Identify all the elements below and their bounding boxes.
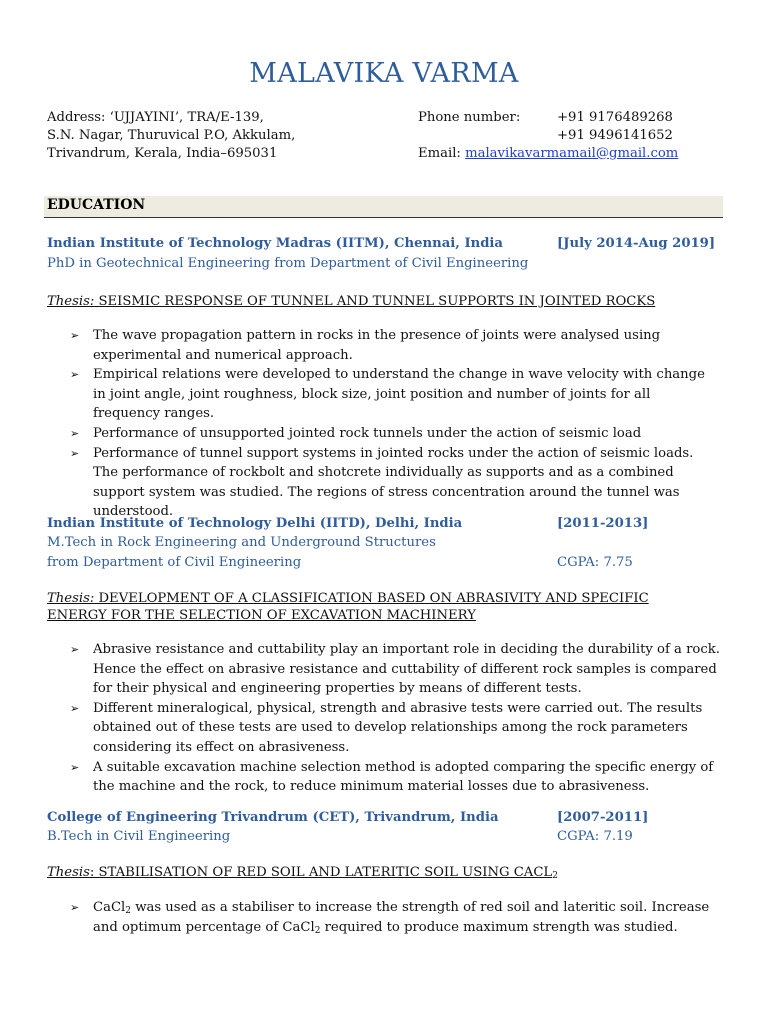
institution-name: Indian Institute of Technology Delhi (IITD), Delhi, India bbox=[47, 516, 463, 531]
email-link[interactable]: malavikavarmamail@gmail.com bbox=[465, 146, 679, 161]
list-item: ➢ The wave propagation pattern in rocks in the presence of joints were analysed using experimental and numerical approach. bbox=[70, 328, 661, 363]
degree: M.Tech in Rock Engineering and Underground Structures bbox=[47, 535, 436, 550]
section-title: EDUCATION bbox=[47, 197, 146, 213]
degree: B.Tech in Civil Engineering bbox=[47, 829, 231, 844]
list-item: ➢ Performance of unsupported jointed rock tunnels under the action of seismic load bbox=[70, 424, 720, 444]
contact-block bbox=[418, 109, 678, 163]
thesis-title: Thesis: SEISMIC RESPONSE OF TUNNEL AND TUNNEL SUPPORTS IN JOINTED ROCKS bbox=[47, 294, 656, 309]
address-line: Trivandrum, Kerala, India–695031 bbox=[47, 146, 278, 161]
arrow-bullet-icon: ➢ bbox=[70, 901, 80, 914]
arrow-bullet-icon: ➢ bbox=[70, 426, 80, 440]
thesis-label: Thesis bbox=[47, 865, 90, 880]
arrow-bullet-icon: ➢ bbox=[70, 760, 80, 774]
list-item: ➢ A suitable excavation machine selection method is adopted comparing the specific energy of the machine and the rock, to reduce minimum material losses due to abrasiveness. bbox=[70, 759, 714, 795]
phone-number: +91 9176489268 bbox=[557, 110, 673, 125]
candidate-name: MALAVIKA VARMA bbox=[249, 58, 519, 89]
arrow-bullet-icon: ➢ bbox=[70, 446, 80, 460]
list-item: ➢ CaCl$_2$ was used as a stabiliser to increase the strength of red soil and lateritic soil. Increase and optimum percentage of CaCl$_2$ required to produce maximum strength was studied. bbox=[70, 900, 710, 936]
arrow-bullet-icon: ➢ bbox=[70, 701, 80, 715]
education-dates: [2007-2011] bbox=[557, 810, 649, 825]
thesis-label: Thesis: bbox=[47, 294, 95, 309]
cgpa: CGPA: 7.75 bbox=[557, 555, 633, 570]
institution-name: Indian Institute of Technology Madras (IITM), Chennai, India bbox=[47, 236, 503, 251]
thesis-bullet-list bbox=[70, 640, 720, 797]
list-item: ➢ Different mineralogical, physical, strength and abrasive tests were carried out. The results obtained out of these tests are used to develop relationships among the rock parameters considering its effect on abrasiveness. bbox=[70, 700, 703, 755]
thesis-title: Thesis: DEVELOPMENT OF A CLASSIFICATION BASED ON ABRASIVITY AND SPECIFIC ENERGY FOR THE SELECTION OF EXCAVATION MACHINERY bbox=[47, 591, 649, 623]
thesis-title: Thesis: STABILISATION OF RED SOIL AND LATERITIC SOIL USING $CACL_2$ bbox=[47, 865, 558, 881]
arrow-bullet-icon: ➢ bbox=[70, 368, 80, 382]
institution-name: College of Engineering Trivandrum (CET), Trivandrum, India bbox=[47, 810, 499, 825]
education-dates: [2011-2013] bbox=[557, 516, 649, 531]
phone-number: +91 9496141652 bbox=[557, 128, 673, 143]
cgpa: CGPA: 7.19 bbox=[557, 829, 633, 844]
phone-label: Phone number: bbox=[418, 110, 521, 125]
degree: from Department of Civil Engineering bbox=[47, 555, 302, 570]
address-block bbox=[47, 109, 295, 163]
education-section-header bbox=[44, 196, 723, 218]
education-dates: [July 2014-Aug 2019] bbox=[557, 236, 716, 251]
thesis-bullet-list bbox=[70, 898, 720, 937]
degree: PhD in Geotechnical Engineering from Department of Civil Engineering bbox=[47, 256, 529, 271]
list-item: ➢ Performance of tunnel support systems in jointed rocks under the action of seismic loads. The performance of rockbolt and shotcrete individually as supports and as a combined support system was studied. The regions of stress concentration around the tunnel was understood. bbox=[70, 445, 694, 520]
arrow-bullet-icon: ➢ bbox=[70, 329, 80, 342]
arrow-bullet-icon: ➢ bbox=[70, 643, 80, 656]
thesis-bullet-list bbox=[70, 326, 720, 522]
list-item: ➢ Empirical relations were developed to understand the change in wave velocity with change in joint angle, joint roughness, block size, joint position and number of joints for all frequency ranges. bbox=[70, 367, 705, 422]
list-item: ➢ Abrasive resistance and cuttability play an important role in deciding the durability of a rock. Hence the effect on abrasive resistance and cuttability of different rock samples is compared for their physical and engineering properties by means of different tests. bbox=[70, 642, 720, 697]
thesis-label: Thesis: bbox=[47, 591, 95, 606]
address-line: Address: ‘UJJAYINI’, TRA/E-139, bbox=[47, 110, 264, 125]
address-line: S.N. Nagar, Thuruvical P.O, Akkulam, bbox=[47, 128, 296, 143]
email-label: Email: bbox=[418, 146, 466, 161]
